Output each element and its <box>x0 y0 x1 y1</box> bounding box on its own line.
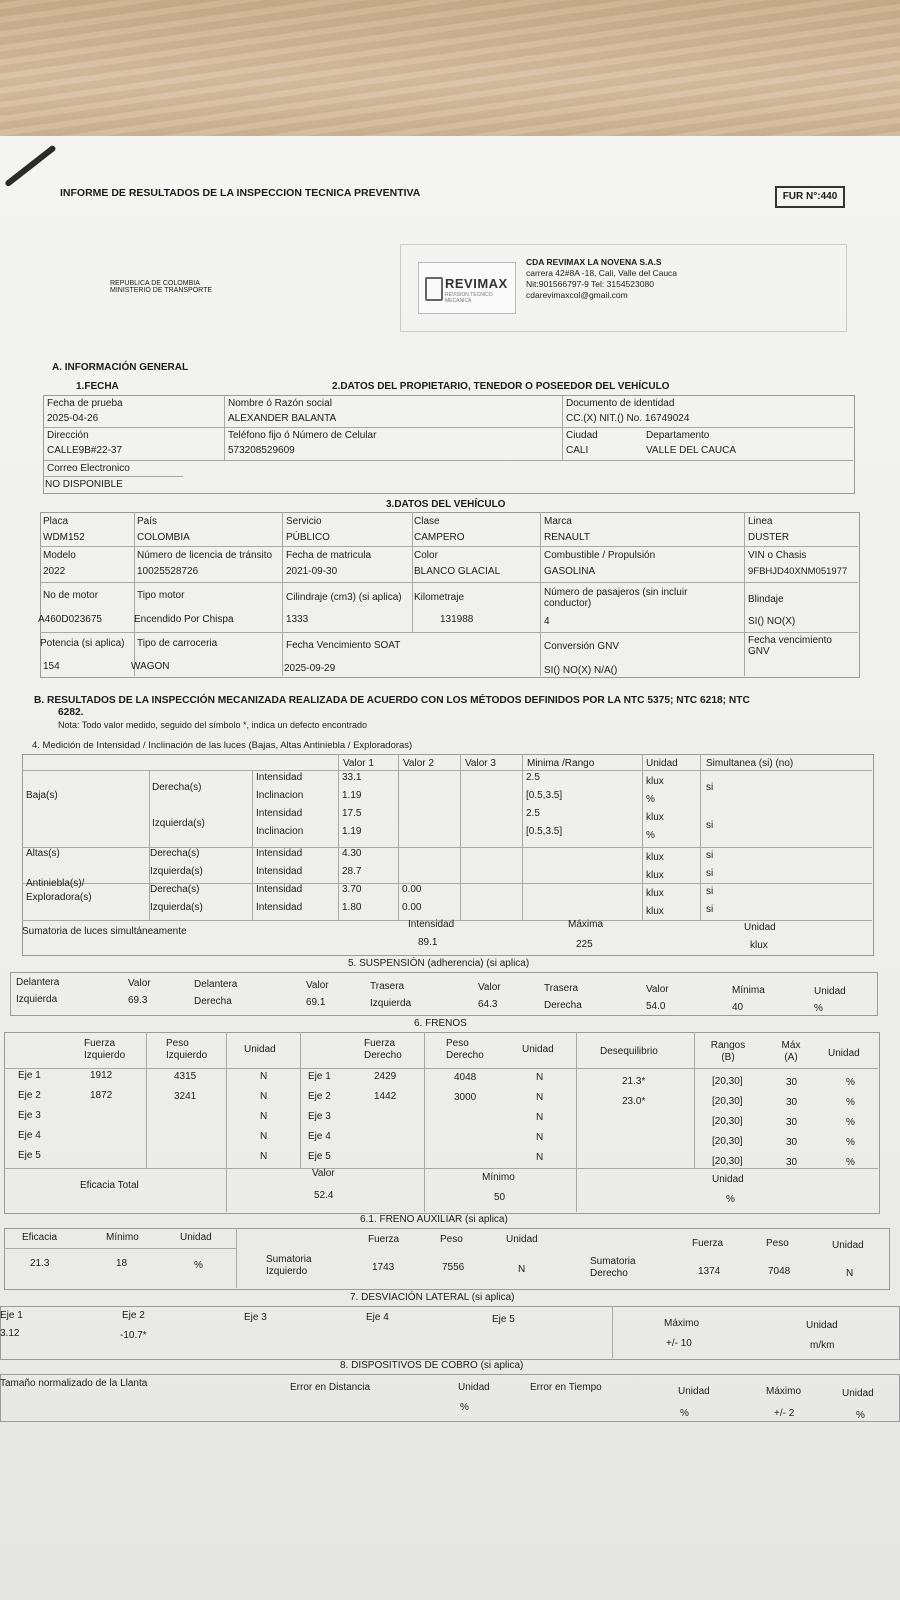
frenos-cell-eje: Eje 2 <box>18 1090 41 1101</box>
frenos-eficacia-label: Eficacia Total <box>80 1180 139 1191</box>
frenos-cell-eje2: Eje 2 <box>308 1091 331 1102</box>
frenos-cell-eje: Eje 4 <box>18 1130 41 1141</box>
frenos-cell-u: N <box>260 1071 268 1082</box>
desviacion-title: 7. DESVIACIÓN LATERAL (si aplica) <box>350 1292 515 1303</box>
suspension-value: Izquierda <box>16 994 58 1005</box>
luces-row-group: Exploradora(s) <box>26 892 92 903</box>
aux-unidad-label: Unidad <box>180 1232 212 1243</box>
frenos-h-fuerza-izq: Fuerza Izquierdo <box>84 1038 126 1061</box>
direccion-label: Dirección <box>47 430 89 441</box>
nombre-label: Nombre ó Razón social <box>228 398 332 409</box>
frenos-cell-max: 30 <box>786 1077 798 1088</box>
desv-max: +/- 10 <box>666 1338 692 1349</box>
luces-row-group: Altas(s) <box>26 848 60 859</box>
blindaje-value: SI() NO(X) <box>748 616 796 627</box>
luces-row-valor1: 17.5 <box>342 808 362 819</box>
clase-value: CAMPERO <box>414 532 465 543</box>
frenos-cell-eje: Eje 3 <box>18 1110 41 1121</box>
aux-unidad-izq-label: Unidad <box>506 1234 538 1245</box>
luces-row-side: Izquierda(s) <box>152 818 205 829</box>
frenos-h-peso-der: Peso Derecho <box>446 1038 484 1061</box>
aux-peso-izq: 7556 <box>442 1262 465 1273</box>
servicio-value: PÚBLICO <box>286 532 330 543</box>
suspension-value: Derecha <box>544 1000 582 1011</box>
luces-row-unidad: % <box>646 830 655 841</box>
frenos-h-unidad-2: Unidad <box>522 1044 554 1055</box>
desv-eje1-value: 3.12 <box>0 1328 20 1339</box>
suspension-value: 54.0 <box>646 1001 666 1012</box>
luces-row-valor2: 0.00 <box>402 884 422 895</box>
direccion-value: CALLE9B#22-37 <box>47 445 123 456</box>
frenos-cell-max: 30 <box>786 1157 798 1168</box>
frenos-cell-pd: 4048 <box>454 1072 477 1083</box>
luces-row-unidad: klux <box>646 870 664 881</box>
correo-value: NO DISPONIBLE <box>45 479 123 490</box>
luces-row-valor1: 33.1 <box>342 772 362 783</box>
vin-value: 9FBHJD40XNM051977 <box>748 566 848 577</box>
revimax-logo <box>418 262 516 314</box>
luces-row-rango: 2.5 <box>526 772 540 783</box>
desv-eje4-label: Eje 4 <box>366 1312 389 1323</box>
frenos-minimo: 50 <box>494 1192 506 1203</box>
frenos-cell-u2: N <box>536 1112 544 1123</box>
frenos-cell-u2: N <box>536 1072 544 1083</box>
luces-title: 4. Medición de Intensidad / Inclinación de las luces (Bajas, Altas Antiniebla / Exploradoras) <box>32 740 413 751</box>
fur-number: FUR N°:440 <box>775 186 845 208</box>
frenos-cell-max: 30 <box>786 1117 798 1128</box>
luces-row-side: Derecha(s) <box>152 782 202 793</box>
luces-row-valor1: 28.7 <box>342 866 362 877</box>
frenos-valor-label: Valor <box>312 1168 335 1179</box>
logo-mark-icon <box>425 277 443 301</box>
cilindraje-value: 1333 <box>286 614 309 625</box>
frenos-cell-rango: [20,30] <box>712 1116 743 1127</box>
cda-name: CDA REVIMAX LA NOVENA S.A.S <box>526 257 662 267</box>
color-value: BLANCO GLACIAL <box>414 566 501 577</box>
desv-unidad: m/km <box>810 1340 835 1351</box>
frenos-h-max: Máx (A) <box>781 1040 801 1063</box>
section-b-note: Nota: Todo valor medido, seguido del símbolo *, indica un defecto encontrado <box>58 720 368 730</box>
pasajeros-value: 4 <box>544 616 550 627</box>
desv-eje1-label: Eje 1 <box>0 1310 23 1321</box>
pais-label: País <box>137 516 158 527</box>
luces-sum-label: Sumatoria de luces simultáneamente <box>22 926 187 937</box>
suspension-value: 69.1 <box>306 997 326 1008</box>
luces-row-valor1: 1.19 <box>342 790 362 801</box>
modelo-value: 2022 <box>43 566 66 577</box>
frenos-h-unidad-3: Unidad <box>828 1048 860 1059</box>
luces-row-unidad: klux <box>646 776 664 787</box>
aux-unidad-der-label: Unidad <box>832 1240 864 1251</box>
aux-unidad-izq: N <box>518 1264 526 1275</box>
owner-title: 2.DATOS DEL PROPIETARIO, TENEDOR O POSEEDOR DEL VEHÍCULO <box>332 381 670 392</box>
cda-address: carrera 42#8A -18, Cali, Valle del Cauca <box>526 268 678 278</box>
suspension-value: 64.3 <box>478 999 498 1010</box>
aux-peso-izq-label: Peso <box>440 1234 463 1245</box>
section-b-title: B. RESULTADOS DE LA INSPECCIÓN MECANIZADA REALIZADA DE ACUERDO CON LOS MÉTODOS DEFINIDOS POR LA NTC 5375; NTC 6218; NTC <box>34 695 750 706</box>
luces-row-unidad: % <box>646 794 655 805</box>
cobro-title: 8. DISPOSITIVOS DE COBRO (si aplica) <box>340 1360 524 1371</box>
logo-subtext: REVISION TECNICO MECANICA <box>445 292 493 304</box>
aux-unidad: % <box>194 1260 203 1271</box>
frenos-cell-u2: N <box>536 1132 544 1143</box>
frenos-cell-u: N <box>260 1111 268 1122</box>
luces-h-minima: Minima /Rango <box>527 758 595 769</box>
placa-value: WDM152 <box>43 532 85 543</box>
frenos-cell-max: 30 <box>786 1097 798 1108</box>
aux-sum-der: Sumatoria Derecho <box>590 1256 636 1279</box>
cobro-unidad-3-label: Unidad <box>842 1388 874 1399</box>
ministerio-label: MINISTERIO DE TRANSPORTE <box>110 287 213 294</box>
aux-unidad-der: N <box>846 1268 854 1279</box>
aux-title: 6.1. FRENO AUXILIAR (si aplica) <box>360 1214 508 1225</box>
fecha-prueba-value: 2025-04-26 <box>47 413 99 424</box>
luces-h-valor3: Valor 3 <box>465 758 496 769</box>
pasajeros-label: Número de pasajeros (sin incluir conductor) <box>544 587 688 609</box>
frenos-unidad-label: Unidad <box>712 1174 744 1185</box>
nombre-value: ALEXANDER BALANTA <box>228 413 337 424</box>
suspension-header: Valor <box>306 980 329 991</box>
ciudad-value: CALI <box>566 445 589 456</box>
departamento-label: Departamento <box>646 430 710 441</box>
correo-label: Correo Electronico <box>47 463 130 474</box>
motor-value: A460D023675 <box>38 614 102 625</box>
luces-row-simultanea: si <box>706 782 714 793</box>
desv-unidad-label: Unidad <box>806 1320 838 1331</box>
wooden-table-background <box>0 0 900 150</box>
luces-row-rango: 2.5 <box>526 808 540 819</box>
potencia-label: Potencia (si aplica) <box>40 638 125 649</box>
luces-sum-unit-label: Unidad <box>744 922 776 933</box>
frenos-h-rangos: Rangos (B) <box>710 1040 746 1063</box>
frenos-cell-pi: 4315 <box>174 1071 197 1082</box>
frenos-h-unidad-1: Unidad <box>244 1044 276 1055</box>
suspension-value: 40 <box>732 1002 744 1013</box>
marca-value: RENAULT <box>544 532 590 543</box>
frenos-h-fuerza-der: Fuerza Derecho <box>364 1038 402 1061</box>
republica-label: REPUBLICA DE COLOMBIA <box>110 280 200 287</box>
luces-row-rango: [0.5,3.5] <box>526 826 563 837</box>
suspension-header: Delantera <box>194 979 238 990</box>
frenos-cell-u2: N <box>536 1152 544 1163</box>
modelo-label: Modelo <box>43 550 76 561</box>
cda-email: cdarevimaxcol@gmail.com <box>526 290 628 300</box>
suspension-header: Mínima <box>732 985 765 996</box>
combustible-label: Combustible / Propulsión <box>544 550 656 561</box>
frenos-cell-u: N <box>260 1131 268 1142</box>
frenos-valor: 52.4 <box>314 1190 334 1201</box>
frenos-cell-max: 30 <box>786 1137 798 1148</box>
aux-peso-der-label: Peso <box>766 1238 789 1249</box>
carroceria-label: Tipo de carroceria <box>137 638 218 649</box>
luces-row-group: Baja(s) <box>26 790 58 801</box>
suspension-header: Delantera <box>16 977 60 988</box>
clase-label: Clase <box>414 516 440 527</box>
luces-row-measure: Inclinacion <box>256 790 304 801</box>
cobro-llanta: Tamaño normalizado de la Llanta <box>0 1378 148 1389</box>
telefono-value: 573208529609 <box>228 445 295 456</box>
aux-eficacia-label: Eficacia <box>22 1232 58 1243</box>
aux-peso-der: 7048 <box>768 1266 791 1277</box>
servicio-label: Servicio <box>286 516 322 527</box>
gnv-label: Conversión GNV <box>544 641 620 652</box>
cobro-unidad-1-label: Unidad <box>458 1382 490 1393</box>
frenos-cell-fi: 1872 <box>90 1090 113 1101</box>
gnv-venc-label: Fecha vencimiento GNV <box>748 635 832 657</box>
luces-row-measure: Intensidad <box>256 772 303 783</box>
frenos-cell-eje: Eje 1 <box>18 1070 41 1081</box>
suspension-header: Trasera <box>370 981 405 992</box>
cda-nit: Nit:901566797-9 Tel: 3154523080 <box>526 279 654 289</box>
frenos-cell-pd: 3000 <box>454 1092 477 1103</box>
licencia-label: Número de licencia de tránsito <box>137 550 273 561</box>
suspension-value: % <box>814 1003 823 1014</box>
frenos-unidad: % <box>726 1194 735 1205</box>
luces-row-valor1: 3.70 <box>342 884 362 895</box>
luces-h-valor1: Valor 1 <box>343 758 374 769</box>
frenos-minimo-label: Mínimo <box>482 1172 515 1183</box>
frenos-cell-fd: 2429 <box>374 1071 397 1082</box>
suspension-value: 69.3 <box>128 995 148 1006</box>
luces-sum-max-label: Máxima <box>568 919 604 930</box>
frenos-cell-u3: % <box>846 1137 855 1148</box>
section-a-title: A. INFORMACIÓN GENERAL <box>52 362 189 373</box>
frenos-cell-u3: % <box>846 1077 855 1088</box>
pais-value: COLOMBIA <box>137 532 190 543</box>
aux-fuerza-der-label: Fuerza <box>692 1238 724 1249</box>
luces-row-measure: Intensidad <box>256 902 303 913</box>
soat-label: Fecha Vencimiento SOAT <box>286 640 401 651</box>
suspension-header: Valor <box>128 978 151 989</box>
carroceria-value: WAGON <box>131 661 170 672</box>
frenos-cell-rango: [20,30] <box>712 1156 743 1167</box>
cobro-max: +/- 2 <box>774 1408 795 1419</box>
luces-row-unidad: klux <box>646 852 664 863</box>
gnv-value: SI() NO(X) N/A() <box>544 665 618 676</box>
luces-row-side: Derecha(s) <box>150 884 200 895</box>
cobro-unidad-2: % <box>680 1408 689 1419</box>
fecha-title: 1.FECHA <box>76 381 119 392</box>
luces-row-valor2: 0.00 <box>402 902 422 913</box>
luces-row-valor1: 1.80 <box>342 902 362 913</box>
luces-row-measure: Intensidad <box>256 884 303 895</box>
luces-h-valor2: Valor 2 <box>403 758 434 769</box>
luces-row-simultanea: si <box>706 886 714 897</box>
color-label: Color <box>414 550 438 561</box>
luces-sum-max: 225 <box>576 939 593 950</box>
luces-row-unidad: klux <box>646 906 664 917</box>
luces-row-simultanea: si <box>706 868 714 879</box>
frenos-cell-eje2: Eje 4 <box>308 1131 331 1142</box>
desv-eje5-label: Eje 5 <box>492 1314 515 1325</box>
placa-label: Placa <box>43 516 69 527</box>
matricula-label: Fecha de matricula <box>286 550 372 561</box>
km-value: 131988 <box>440 614 474 625</box>
suspension-title: 5. SUSPENSIÓN (adherencia) (si aplica) <box>348 958 530 969</box>
luces-row-measure: Intensidad <box>256 808 303 819</box>
luces-sum-int: 89.1 <box>418 937 438 948</box>
aux-fuerza-der: 1374 <box>698 1266 721 1277</box>
cilindraje-label: Cilindraje (cm3) (si aplica) <box>286 592 402 603</box>
luces-row-simultanea: si <box>706 820 714 831</box>
km-label: Kilometraje <box>414 592 465 603</box>
motor-label: No de motor <box>43 590 99 601</box>
logo-text: REVIMAX <box>445 276 508 291</box>
luces-h-simultanea: Simultanea (si) (no) <box>706 758 794 769</box>
cobro-unidad-2-label: Unidad <box>678 1386 710 1397</box>
desv-max-label: Máximo <box>664 1318 700 1329</box>
suspension-value: Izquierda <box>370 998 412 1009</box>
luces-row-measure: Inclinacion <box>256 826 304 837</box>
frenos-cell-pi: 3241 <box>174 1091 197 1102</box>
luces-row-valor1: 1.19 <box>342 826 362 837</box>
luces-row-unidad: klux <box>646 888 664 899</box>
matricula-value: 2021-09-30 <box>286 566 338 577</box>
report-title: INFORME DE RESULTADOS DE LA INSPECCION TECNICA PREVENTIVA <box>60 187 421 199</box>
luces-sum-unit: klux <box>750 940 768 951</box>
cobro-unidad-3: % <box>856 1410 865 1421</box>
aux-sum-izq: Sumatoria Izquierdo <box>266 1254 312 1277</box>
luces-row-side: Izquierda(s) <box>150 866 203 877</box>
linea-label: Linea <box>748 516 773 527</box>
luces-row-rango: [0.5,3.5] <box>526 790 563 801</box>
frenos-h-peso-izq: Peso Izquierdo <box>166 1038 208 1061</box>
documento-label: Documento de identidad <box>566 398 675 409</box>
desv-eje3-label: Eje 3 <box>244 1312 267 1323</box>
departamento-value: VALLE DEL CAUCA <box>646 445 737 456</box>
frenos-cell-rango: [20,30] <box>712 1076 743 1087</box>
luces-row-side: Derecha(s) <box>150 848 200 859</box>
ciudad-label: Ciudad <box>566 430 598 441</box>
frenos-cell-u: N <box>260 1091 268 1102</box>
frenos-cell-eje: Eje 5 <box>18 1150 41 1161</box>
frenos-cell-u2: N <box>536 1092 544 1103</box>
luces-row-unidad: klux <box>646 812 664 823</box>
luces-row-simultanea: si <box>706 904 714 915</box>
cobro-err-dist: Error en Distancia <box>290 1382 371 1393</box>
vehicle-title: 3.DATOS DEL VEHÍCULO <box>386 499 506 510</box>
desv-eje2-value: -10.7* <box>120 1330 147 1341</box>
luces-row-simultanea: si <box>706 850 714 861</box>
frenos-cell-u3: % <box>846 1117 855 1128</box>
combustible-value: GASOLINA <box>544 566 596 577</box>
frenos-cell-eje2: Eje 3 <box>308 1111 331 1122</box>
frenos-cell-fd: 1442 <box>374 1091 397 1102</box>
cobro-max-label: Máximo <box>766 1386 802 1397</box>
frenos-cell-eje2: Eje 5 <box>308 1151 331 1162</box>
frenos-cell-rango: [20,30] <box>712 1136 743 1147</box>
suspension-header: Trasera <box>544 983 579 994</box>
aux-minimo-label: Mínimo <box>106 1232 139 1243</box>
blindaje-label: Blindaje <box>748 594 784 605</box>
luces-row-side: Izquierda(s) <box>150 902 203 913</box>
aux-minimo: 18 <box>116 1258 128 1269</box>
luces-row-group: Antiniebla(s)/ <box>26 878 85 889</box>
frenos-title: 6. FRENOS <box>414 1018 467 1029</box>
frenos-cell-u3: % <box>846 1157 855 1168</box>
frenos-cell-fi: 1912 <box>90 1070 113 1081</box>
suspension-header: Valor <box>646 984 669 995</box>
telefono-label: Teléfono fijo ó Número de Celular <box>228 430 377 441</box>
suspension-header: Valor <box>478 982 501 993</box>
frenos-cell-des: 21.3* <box>622 1076 646 1087</box>
linea-value: DUSTER <box>748 532 790 543</box>
vin-label: VIN o Chasis <box>748 550 807 561</box>
tipo-motor-label: Tipo motor <box>137 590 185 601</box>
frenos-cell-eje2: Eje 1 <box>308 1071 331 1082</box>
potencia-value: 154 <box>43 661 60 672</box>
luces-row-measure: Intensidad <box>256 866 303 877</box>
frenos-cell-u: N <box>260 1151 268 1162</box>
cobro-unidad-1: % <box>460 1402 469 1413</box>
luces-h-unidad: Unidad <box>646 758 678 769</box>
frenos-cell-des: 23.0* <box>622 1096 646 1107</box>
cobro-err-tiempo: Error en Tiempo <box>530 1382 602 1393</box>
frenos-cell-rango: [20,30] <box>712 1096 743 1107</box>
suspension-header: Unidad <box>814 986 846 997</box>
tipo-motor-value: Encendido Por Chispa <box>134 614 234 625</box>
luces-row-measure: Intensidad <box>256 848 303 859</box>
luces-row-valor1: 4.30 <box>342 848 362 859</box>
aux-fuerza-izq: 1743 <box>372 1262 395 1273</box>
soat-value: 2025-09-29 <box>284 663 336 674</box>
documento-value: CC.(X) NIT.() No. 16749024 <box>566 413 690 424</box>
fecha-prueba-label: Fecha de prueba <box>47 398 123 409</box>
suspension-value: Derecha <box>194 996 232 1007</box>
desv-eje2-label: Eje 2 <box>122 1310 145 1321</box>
licencia-value: 10025528726 <box>137 566 199 577</box>
marca-label: Marca <box>544 516 572 527</box>
frenos-h-desequilibrio: Desequilibrio <box>600 1046 658 1057</box>
aux-eficacia: 21.3 <box>30 1258 50 1269</box>
aux-fuerza-izq-label: Fuerza <box>368 1234 400 1245</box>
frenos-cell-u3: % <box>846 1097 855 1108</box>
section-b-title-2: 6282. <box>58 707 84 718</box>
luces-sum-int-label: Intensidad <box>408 919 455 930</box>
